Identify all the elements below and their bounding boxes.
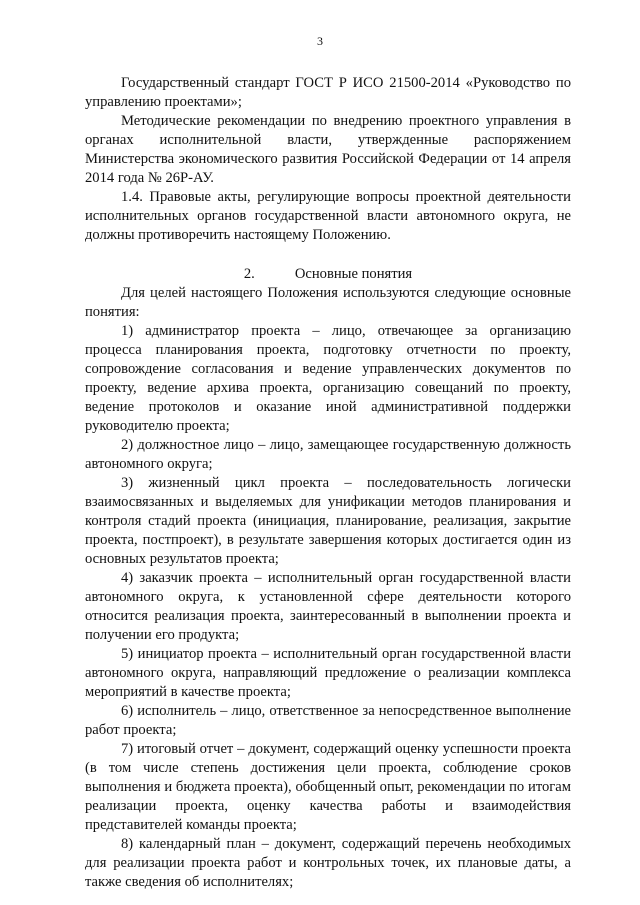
definition-item: 7) итоговый отчет – документ, содержащий оценку успешности проекта (в том числе степень достижения цели проекта, соблюдение сроков выполнения и бюджета проекта), обобщенный опыт, рекомендации по итогам реализации проекта, оценку качества работы и взаимодействия представителей команды проекта; [85, 741, 571, 833]
definition-item: 3) жизненный цикл проекта – последовательность логически взаимосвязанных и выделяемых для унификации методов планирования и контроля стадий проекта (инициация, планирование, реализация, закрытие проекта, постпроект), в результате завершения которых достигается один из основных результатов проекта; [85, 475, 571, 567]
intro-paragraph: Для целей настоящего Положения используются следующие основные понятия: [85, 285, 571, 320]
section-heading [85, 265, 571, 284]
definition-item: 1) администратор проекта – лицо, отвечающее за организацию процесса планирования проекта, подготовку отчетности по проекту, сопровождение согласования и ведение управленческих документов по проекту, ведение архива проекта, организацию совещаний по проекту, ведение протоколов и оказание иной административной поддержки руководителю проекта; [85, 323, 571, 434]
section-title: Основные понятия [294, 266, 413, 282]
section-number: 2. [243, 266, 255, 282]
paragraph: Государственный стандарт ГОСТ Р ИСО 21500-2014 «Руководство по управлению проектами»; [85, 75, 571, 110]
paragraph: Методические рекомендации по внедрению проектного управления в органах исполнительной власти, утвержденные распоряжением Министерства экономического развития Российской Федерации от 14 апреля 2014 года № 26Р-АУ. [85, 113, 571, 186]
definition-item: 5) инициатор проекта – исполнительный орган государственной власти автономного округа, направляющий предложение о реализации комплекса мероприятий в качестве проекта; [85, 646, 571, 700]
paragraph: 1.4. Правовые акты, регулирующие вопросы проектной деятельности исполнительных органов государственной власти автономного округа, не должны противоречить настоящему Положению. [85, 189, 571, 243]
definition-item: 4) заказчик проекта – исполнительный орган государственной власти автономного округа, к установленной сфере деятельности которого относится реализация проекта, заинтересованный в выполнении проекта и получении его продукта; [85, 570, 571, 643]
definition-item: 8) календарный план – документ, содержащий перечень необходимых для реализации проекта работ и контрольных точек, их плановые даты, а также сведения об исполнителях; [85, 836, 571, 890]
page-number: 3 [317, 34, 323, 48]
definition-item: 6) исполнитель – лицо, ответственное за непосредственное выполнение работ проекта; [85, 703, 571, 738]
definition-item: 2) должностное лицо – лицо, замещающее государственную должность автономного округа; [85, 437, 571, 472]
document-body [85, 74, 571, 892]
